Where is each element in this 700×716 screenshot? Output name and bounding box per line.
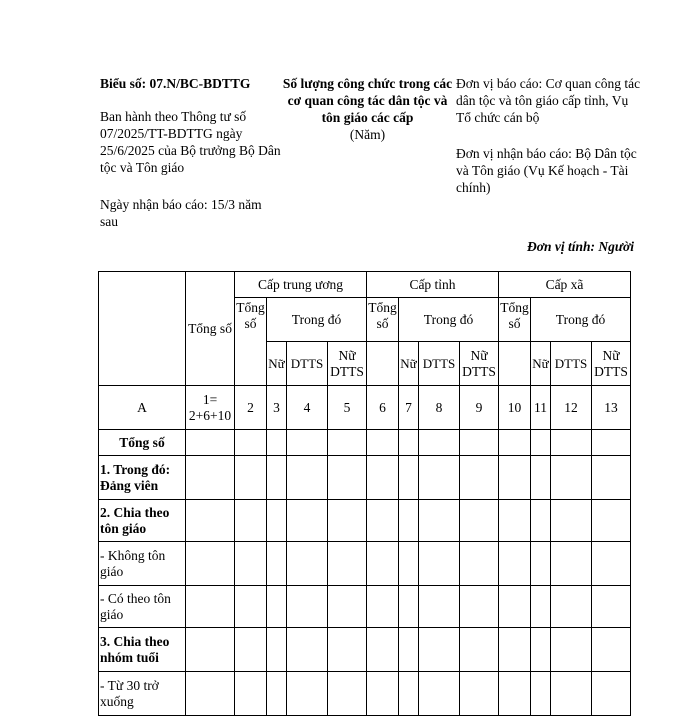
header-province-level: Cấp tỉnh — [367, 272, 499, 298]
report-title-block — [280, 75, 455, 143]
header-central-ethnic: DTTS — [287, 342, 328, 386]
row-label-by-religion: 2. Chia theo tôn giáo — [99, 500, 186, 542]
header-province-subtotal-blank — [367, 342, 399, 386]
col-code-cell: 5 — [328, 386, 367, 430]
header-commune-subtotal-blank — [499, 342, 531, 386]
col-code-cell: 9 — [460, 386, 499, 430]
row-label-party-members: 1. Trong đó: Đảng viên — [99, 456, 186, 500]
table-row — [99, 542, 631, 586]
header-commune-female: Nữ — [531, 342, 551, 386]
col-code-cell: 12 — [551, 386, 592, 430]
header-province-female-ethnic: Nữ DTTS — [460, 342, 499, 386]
header-central-female-ethnic: Nữ DTTS — [328, 342, 367, 386]
col-code-cell: 1= 2+6+10 — [186, 386, 235, 430]
col-code-cell: 8 — [419, 386, 460, 430]
unit-of-measure: Đơn vị tính: Người — [527, 239, 634, 254]
civil-servant-table — [98, 271, 631, 716]
row-label-by-age-group: 3. Chia theo nhóm tuổi — [99, 628, 186, 672]
header-commune-ethnic: DTTS — [551, 342, 592, 386]
table-row — [99, 586, 631, 628]
header-blank-cell — [99, 272, 186, 386]
col-code-cell: 10 — [499, 386, 531, 430]
row-label-age-30-under: - Từ 30 trở xuống — [99, 672, 186, 716]
column-code-row — [99, 386, 631, 430]
col-code-cell: 2 — [235, 386, 267, 430]
header-province-female: Nữ — [399, 342, 419, 386]
header-province-total: Tổng số — [367, 298, 399, 342]
col-code-cell: 13 — [592, 386, 631, 430]
header-commune-level: Cấp xã — [499, 272, 631, 298]
header-central-total: Tổng số — [235, 298, 267, 386]
row-label-no-religion: - Không tôn giáo — [99, 542, 186, 586]
report-period: (Năm) — [349, 127, 386, 142]
table-row — [99, 430, 631, 456]
col-code-cell: 11 — [531, 386, 551, 430]
col-code-cell: 4 — [287, 386, 328, 430]
reporting-unit: Đơn vị báo cáo: Cơ quan công tác dân tộc và tôn giáo cấp tỉnh, Vụ Tổ chức cán bộ — [456, 76, 641, 125]
report-title: Số lượng công chức trong các cơ quan công tác dân tộc và tôn giáo các cấp — [282, 76, 453, 125]
table-row — [99, 456, 631, 500]
header-commune-female-ethnic: Nữ DTTS — [592, 342, 631, 386]
table-row — [99, 628, 631, 672]
col-code-cell: 3 — [267, 386, 287, 430]
header-commune-total: Tổng số — [499, 298, 531, 342]
header-central-of-which: Trong đó — [267, 298, 367, 342]
receiving-unit: Đơn vị nhận báo cáo: Bộ Dân tộc và Tôn giáo (Vụ Kế hoạch - Tài chính) — [456, 146, 637, 195]
header-commune-of-which: Trong đó — [531, 298, 631, 342]
header-grand-total: Tổng số — [186, 272, 235, 386]
row-label-with-religion: - Có theo tôn giáo — [99, 586, 186, 628]
receive-date: Ngày nhận báo cáo: 15/3 năm sau — [100, 197, 262, 229]
table-row — [99, 500, 631, 542]
header-province-ethnic: DTTS — [419, 342, 460, 386]
col-code-cell: A — [99, 386, 186, 430]
row-label-total: Tổng số — [99, 430, 186, 456]
header-row-levels — [99, 272, 631, 298]
header-central-level: Cấp trung ương — [235, 272, 367, 298]
table-row — [99, 672, 631, 716]
col-code-cell: 6 — [367, 386, 399, 430]
issued-by-text: Ban hành theo Thông tư số 07/2025/TT-BDTTG ngày 25/6/2025 của Bộ trưởng Bộ Dân tộc và Tôn giáo — [100, 109, 281, 175]
col-code-cell: 7 — [399, 386, 419, 430]
form-code: Biểu số: 07.N/BC-BDTTG — [100, 76, 251, 91]
header-central-female: Nữ — [267, 342, 287, 386]
header-province-of-which: Trong đó — [399, 298, 499, 342]
